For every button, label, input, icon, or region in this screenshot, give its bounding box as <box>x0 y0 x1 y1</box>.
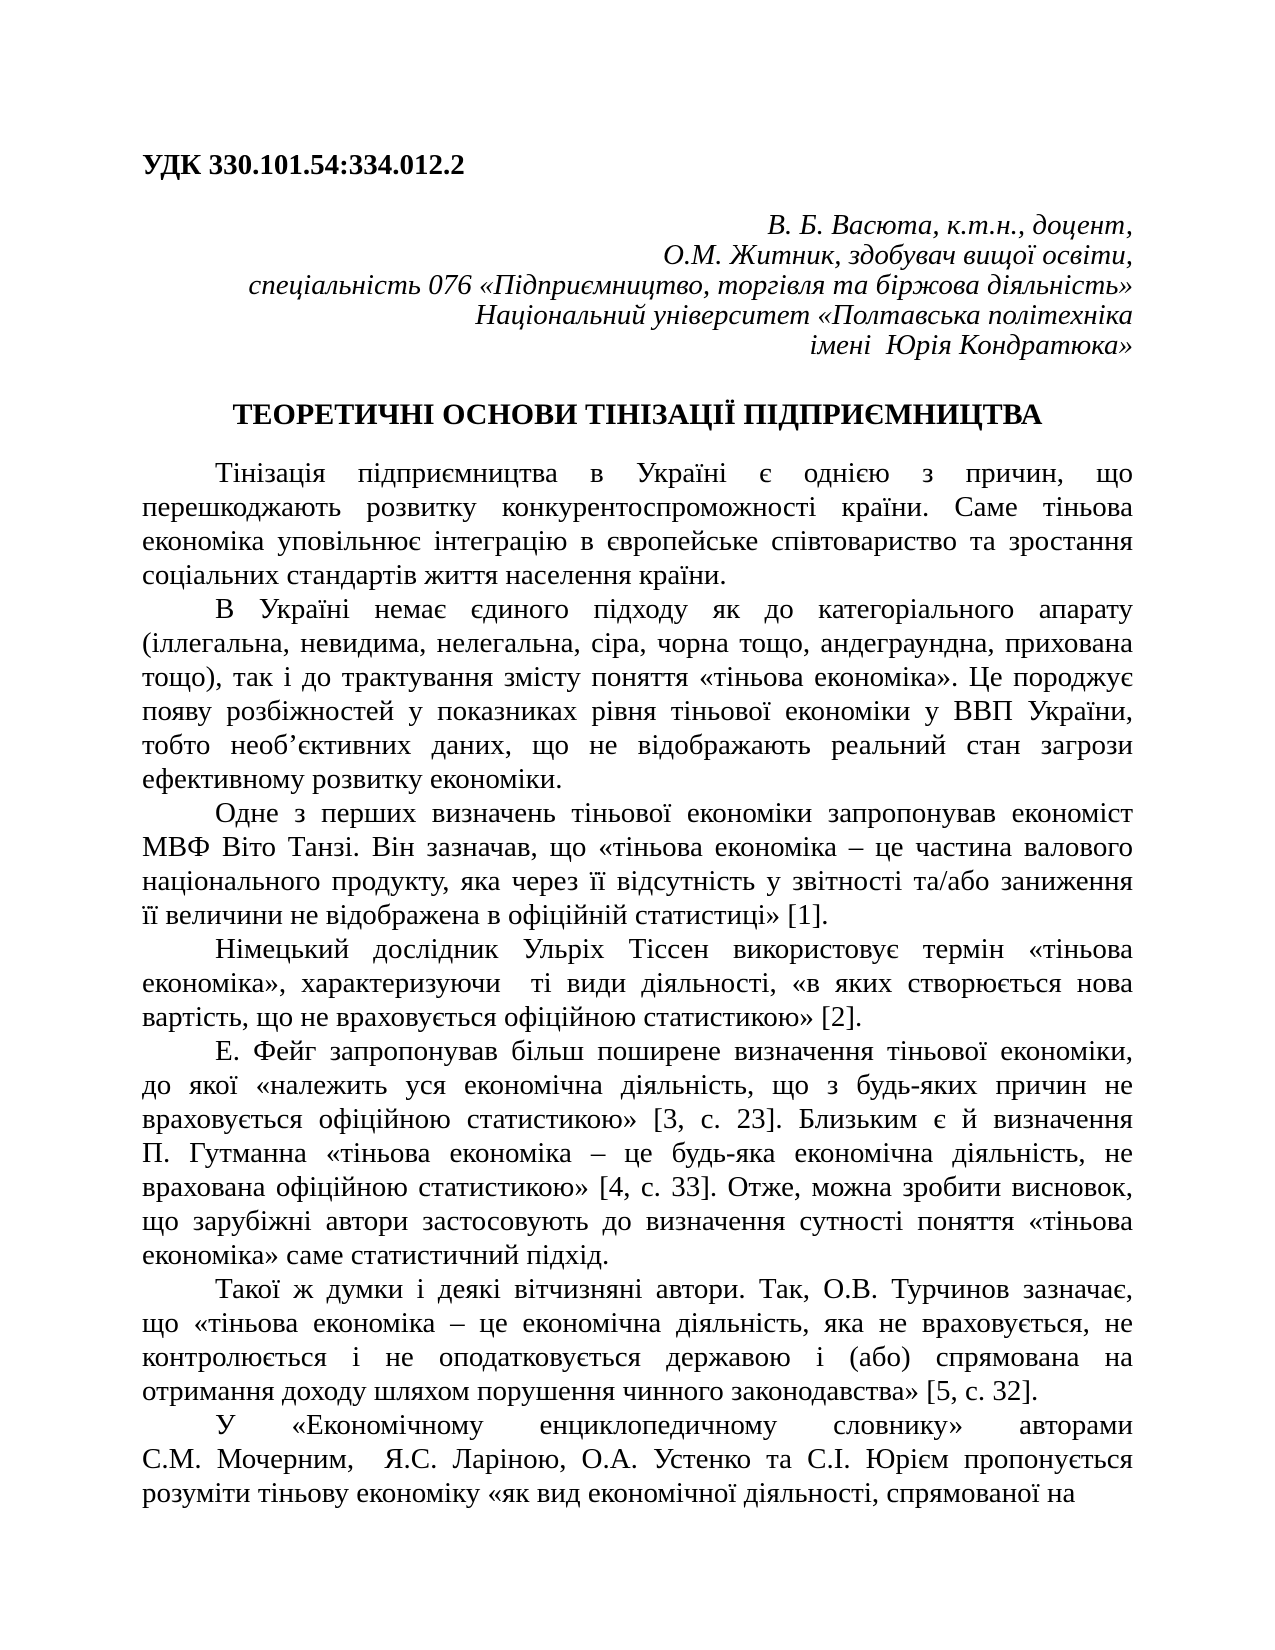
text-line: контролюється і не оподатковується державою і (або) спрямована на <box>142 1341 1133 1373</box>
text-line: П. Гутманна «тіньова економіка – це будь-яка економічна діяльність, не <box>142 1137 1133 1169</box>
article-body <box>142 456 1133 1510</box>
text-line: (іллегальна, невидима, нелегальна, сіра, чорна тощо, андеграундна, прихована <box>142 627 1133 659</box>
text-line: що зарубіжні автори застосовують до визначення сутності поняття «тіньова <box>142 1205 1133 1237</box>
text-line: Е. Фейг запропонував більш поширене визначення тіньової економіки, <box>215 1035 1133 1067</box>
text-line: економіка уповільнює інтеграцію в європейське співтовариство та зростання <box>142 525 1133 557</box>
author-line: імені Юрія Кондратюка» <box>809 329 1133 361</box>
author-line: В. Б. Васюта, к.т.н., доцент, <box>767 209 1133 241</box>
text-line: економіка», характеризуючи ті види діяльності, «в яких створюється нова <box>142 967 1133 999</box>
author-line: О.М. Житник, здобувач вищої освіти, <box>662 239 1133 271</box>
text-line: В Україні немає єдиного підходу як до категоріального апарату <box>215 593 1133 625</box>
text-line: вартість, що не враховується офіційною статистикою» [2]. <box>142 1001 863 1033</box>
text-line: Одне з перших визначень тіньової економіки запропонував економіст <box>215 797 1133 829</box>
author-line: Національний університет «Полтавська політехніка <box>475 299 1133 331</box>
text-line: до якої «належить уся економічна діяльність, що з будь-яких причин не <box>142 1069 1133 1101</box>
author-line: спеціальність 076 «Підприємництво, торгівля та біржова діяльність» <box>248 269 1133 301</box>
text-line: ефективному розвитку економіки. <box>142 763 563 795</box>
paragraph <box>142 1272 1133 1408</box>
paragraph <box>142 1034 1133 1272</box>
text-line: У «Економічному енциклопедичному словнику» авторами <box>215 1409 1133 1441</box>
text-line: Тінізація підприємництва в Україні є однією з причин, що <box>215 457 1133 489</box>
paragraph <box>142 796 1133 932</box>
paragraph <box>142 592 1133 796</box>
paragraph <box>142 456 1133 592</box>
article-title: ТЕОРЕТИЧНІ ОСНОВИ ТІНІЗАЦІЇ ПІДПРИЄМНИЦТВА <box>232 398 1043 431</box>
text-line: економіка» саме статистичний підхід. <box>142 1239 610 1271</box>
text-line: Німецький дослідник Ульріх Тіссен використовує термін «тіньова <box>215 933 1133 965</box>
text-line: врахована офіційною статистикою» [4, с. 33]. Отже, можна зробити висновок, <box>142 1171 1133 1203</box>
text-line: соціальних стандартів життя населення країни. <box>142 559 727 591</box>
author-block <box>142 210 1133 360</box>
text-line: отримання доходу шляхом порушення чинного законодавства» [5, с. 32]. <box>142 1375 1039 1407</box>
text-line: національного продукту, яка через її відсутність у звітності та/або заниження <box>142 865 1133 897</box>
text-line: враховується офіційною статистикою» [3, с. 23]. Близьким є й визначення <box>142 1103 1133 1135</box>
text-line: Такої ж думки і деякі вітчизняні автори. Так, О.В. Турчинов зазначає, <box>215 1273 1133 1305</box>
text-line: МВФ Віто Танзі. Він зазначав, що «тіньова економіка – це частина валового <box>142 831 1133 863</box>
text-line: появу розбіжностей у показниках рівня тіньової економіки у ВВП України, <box>142 695 1133 727</box>
paragraph <box>142 932 1133 1034</box>
text-line: її величини не відображена в офіційній статистиці» [1]. <box>142 899 829 931</box>
text-line: С.М. Мочерним, Я.С. Ларіною, О.А. Устенко та С.І. Юрієм пропонується <box>142 1443 1133 1475</box>
text-line: тощо), так і до трактування змісту поняття «тіньова економіка». Це породжує <box>142 661 1133 693</box>
text-line: тобто необ’єктивних даних, що не відображають реальний стан загрози <box>142 729 1133 761</box>
text-line: що «тіньова економіка – це економічна діяльність, яка не враховується, не <box>142 1307 1133 1339</box>
text-line: розуміти тіньову економіку «як вид економічної діяльності, спрямованої на <box>142 1477 1076 1509</box>
udc-code: УДК 330.101.54:334.012.2 <box>142 149 465 181</box>
text-line: перешкоджають розвитку конкурентоспроможності країни. Саме тіньова <box>142 491 1133 523</box>
paragraph <box>142 1408 1133 1510</box>
